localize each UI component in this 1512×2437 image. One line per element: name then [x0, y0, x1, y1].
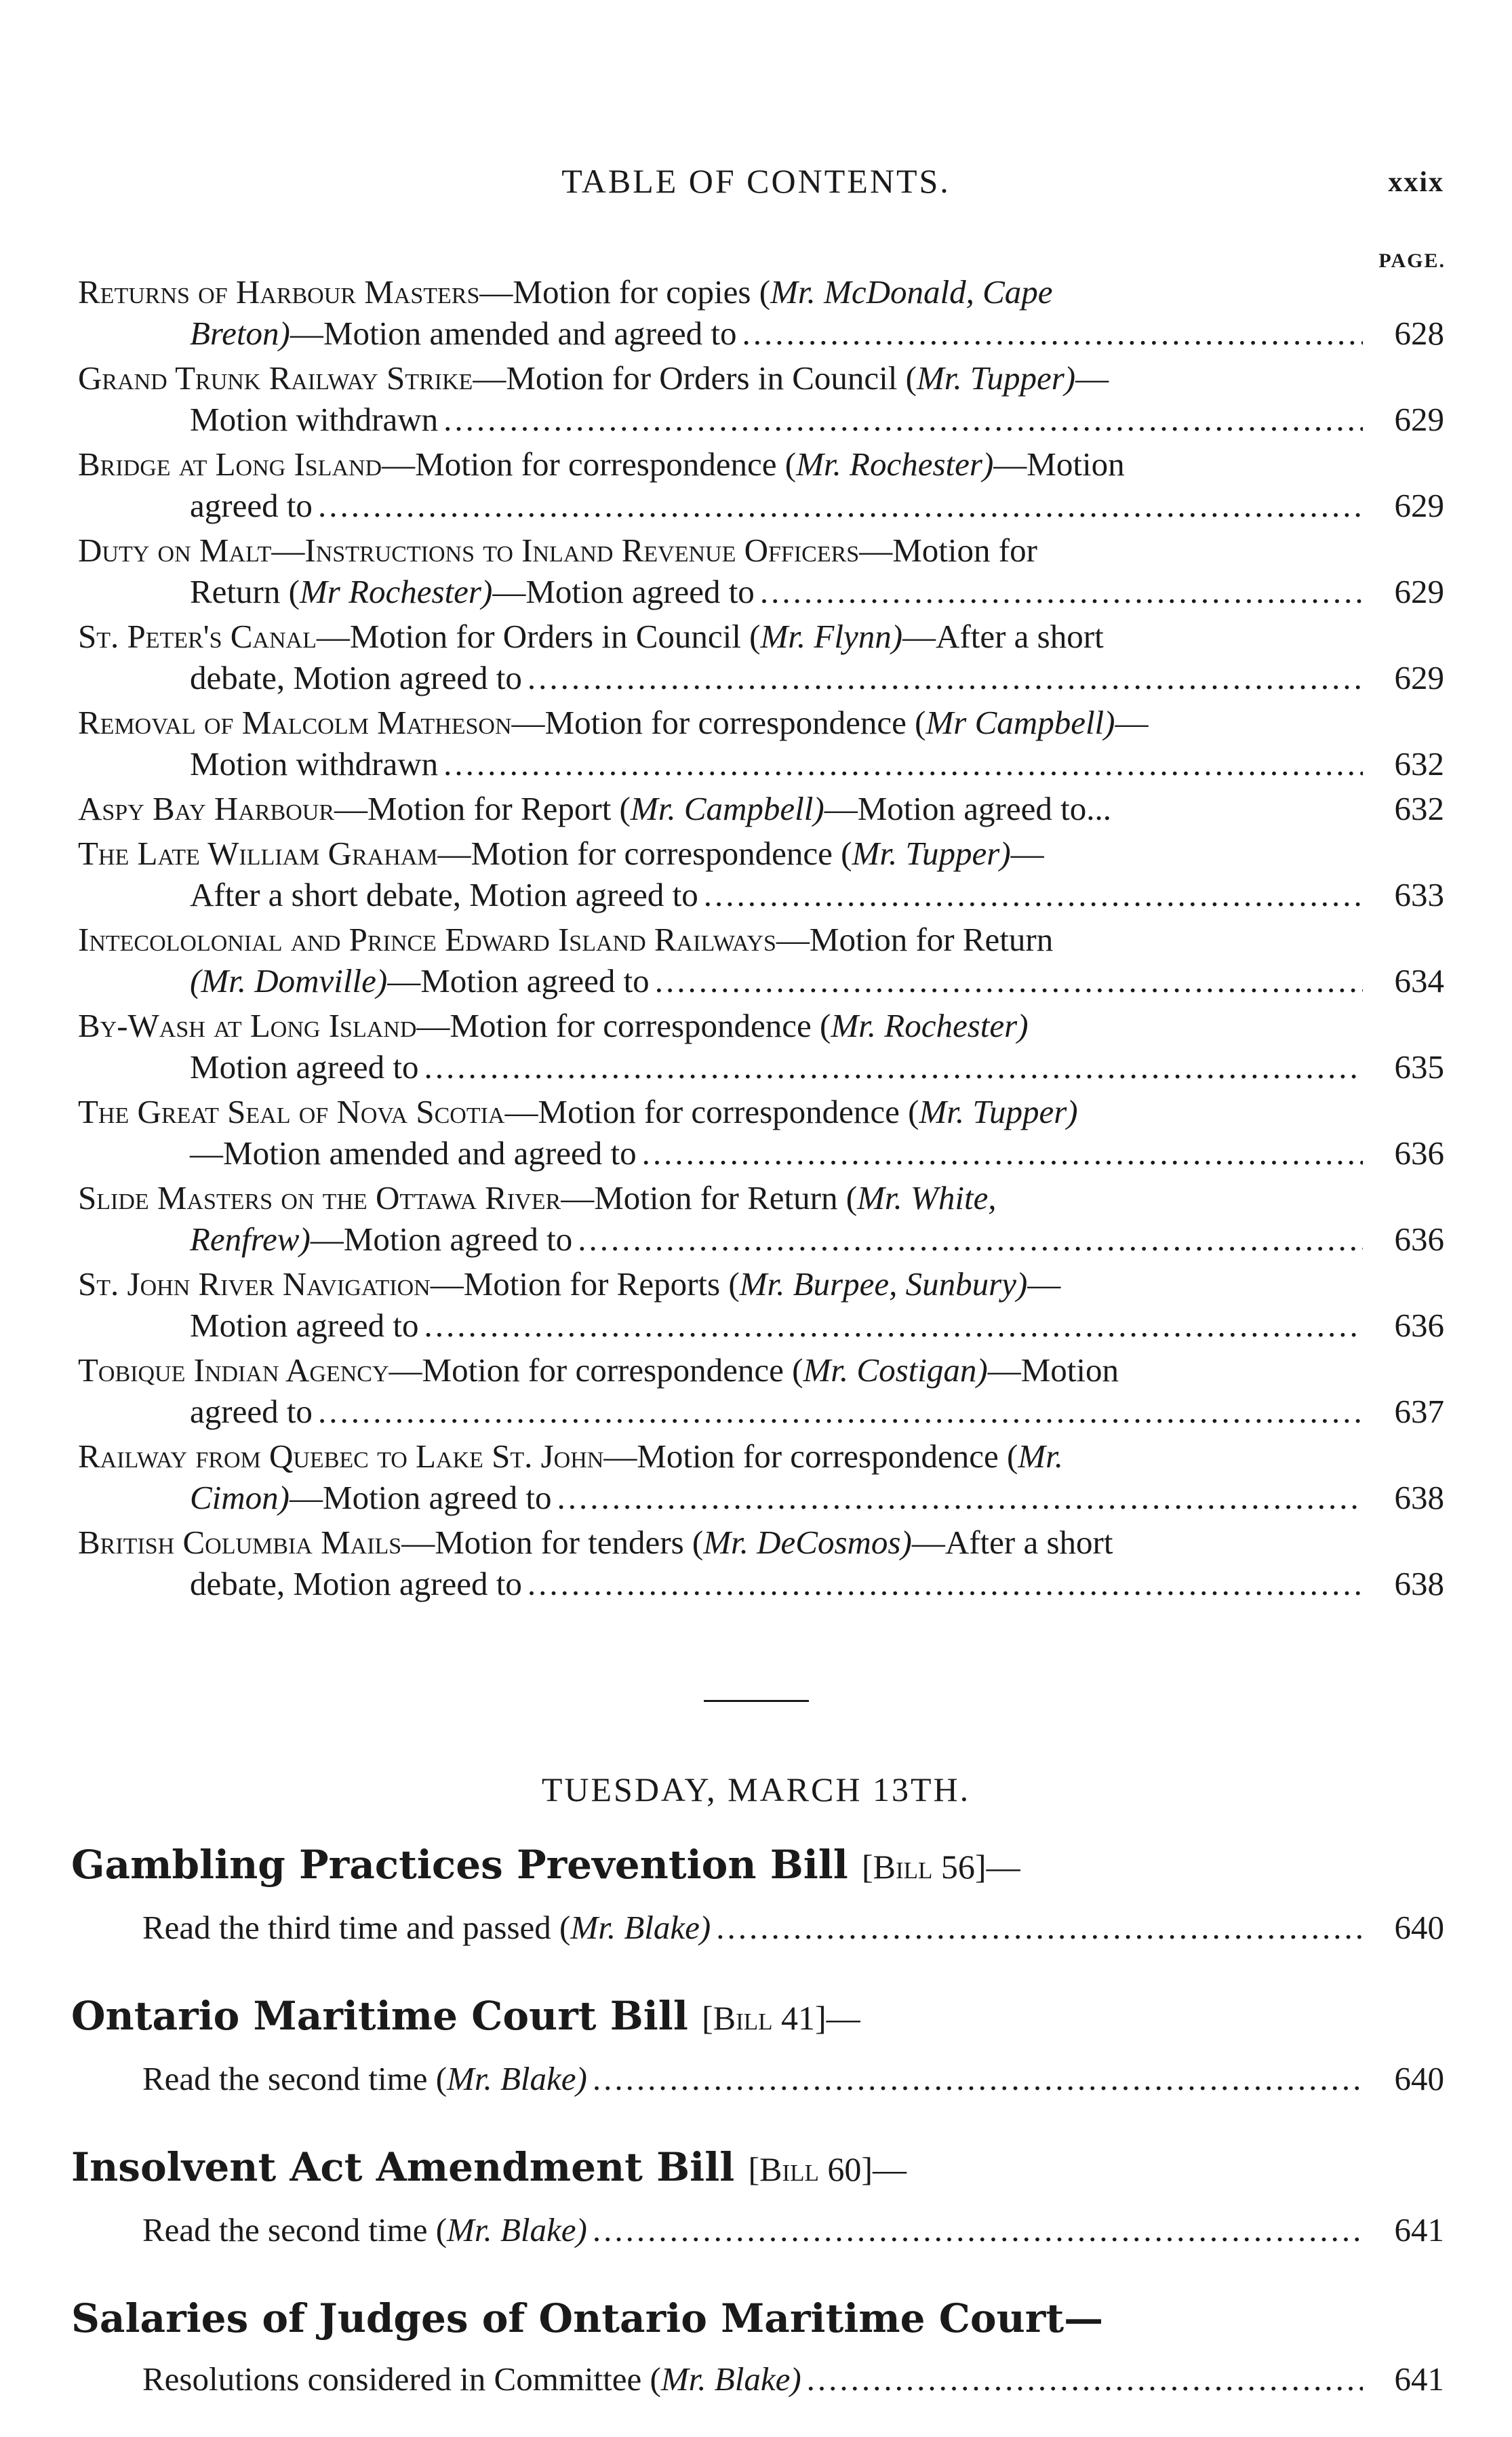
leader-dots — [522, 657, 1363, 698]
entry-page: 640 — [1394, 2060, 1444, 2097]
entry-title: Duty on Malt—Instructions to Inland Revenue Officers — [78, 532, 860, 569]
contents-list — [78, 271, 1444, 1608]
bill-title: Gambling Practices Prevention Bill — [71, 1842, 848, 1888]
leader-dots — [755, 571, 1363, 612]
entry-page: 632 — [1394, 745, 1444, 782]
list-item: By-Wash at Long Island—Motion for correspondence (Mr. Rochester) Motion agreed to ..... 635 — [78, 1005, 1444, 1088]
leader-dots — [711, 1897, 1363, 1958]
leader-dots — [587, 2048, 1363, 2109]
leader-dots — [736, 313, 1363, 354]
entry-title: St. John River Navigation — [78, 1265, 431, 1303]
bill-title: Ontario Maritime Court Bill — [71, 1993, 688, 2039]
list-item: The Late William Graham—Motion for correspondence (Mr. Tupper)— After a short debate, Motion agreed to ..... 633 — [78, 833, 1444, 915]
entry-title: Returns of Harbour Masters — [78, 273, 480, 311]
leader-dots — [698, 874, 1363, 915]
entry-title: The Great Seal of Nova Scotia — [78, 1093, 505, 1130]
entry-page: 629 — [1394, 659, 1444, 696]
leader-dots — [522, 1563, 1363, 1604]
list-item: Bridge at Long Island—Motion for correspondence (Mr. Rochester)—Motion agreed to ..... 629 — [78, 443, 1444, 526]
leader-dots — [418, 1305, 1363, 1346]
list-item: The Great Seal of Nova Scotia—Motion for correspondence (Mr. Tupper) —Motion amended and agreed to ..... 636 — [78, 1091, 1444, 1174]
entry-page: 641 — [1394, 2211, 1444, 2248]
leader-dots — [418, 1046, 1363, 1088]
entry-page: 636 — [1394, 1307, 1444, 1344]
list-item: Slide Masters on the Ottawa River—Motion for Return (Mr. White, Renfrew)—Motion agreed to ..... 636 — [78, 1177, 1444, 1260]
entry-page: 636 — [1394, 1221, 1444, 1258]
section-divider — [704, 1700, 809, 1702]
list-item: Tobique Indian Agency—Motion for correspondence (Mr. Costigan)—Motion agreed to ..... 637 — [78, 1349, 1444, 1432]
entry-page: 632 — [1394, 790, 1444, 827]
entry-title: By-Wash at Long Island — [78, 1007, 417, 1044]
leader-dots — [587, 2200, 1363, 2261]
entry-page: 640 — [1394, 1909, 1444, 1946]
bill-number: [Bill 56]— — [862, 1848, 1020, 1886]
entry-title: The Late William Graham — [78, 835, 438, 872]
entry-page: 635 — [1394, 1048, 1444, 1086]
entry-title: Removal of Malcolm Matheson — [78, 704, 512, 741]
leader-dots — [438, 743, 1363, 785]
bill-entry: Insolvent Act Amendment Bill [Bill 60]— Read the second time (Mr. Blake) ..... 641 — [71, 2137, 1444, 2261]
entry-page: 638 — [1394, 1479, 1444, 1516]
list-item: St. John River Navigation—Motion for Reports (Mr. Burpee, Sunbury)— Motion agreed to ..... 636 — [78, 1263, 1444, 1346]
entry-page: 634 — [1394, 962, 1444, 999]
page-title: TABLE OF CONTENTS. — [561, 162, 951, 200]
list-item: Grand Trunk Railway Strike—Motion for Orders in Council (Mr. Tupper)— Motion withdrawn ..... 629 — [78, 357, 1444, 440]
day-heading: TUESDAY, MARCH 13TH. — [541, 1770, 971, 1808]
leader-dots — [650, 960, 1363, 1002]
leader-dots — [313, 1391, 1363, 1432]
entry-page: 628 — [1394, 315, 1444, 352]
entry-title: British Columbia Mails — [78, 1524, 402, 1561]
leader-dots — [313, 485, 1363, 526]
entry-page: 637 — [1394, 1393, 1444, 1430]
entry-page: 629 — [1394, 573, 1444, 610]
list-item: Duty on Malt—Instructions to Inland Revenue Officers—Motion for Return (Mr Rochester)—Motion agreed to ..... 629 — [78, 530, 1444, 612]
list-item: Removal of Malcolm Matheson—Motion for correspondence (Mr Campbell)— Motion withdrawn ..... 632 — [78, 702, 1444, 785]
entry-title: Bridge at Long Island — [78, 445, 382, 483]
entry-title: Slide Masters on the Ottawa River — [78, 1179, 561, 1216]
entry-title: Tobique Indian Agency — [78, 1351, 389, 1389]
bill-number: [Bill 41]— — [702, 1999, 860, 2037]
entry-page: 633 — [1394, 876, 1444, 913]
bill-entry: Ontario Maritime Court Bill [Bill 41]— Read the second time (Mr. Blake) ..... 640 — [71, 1985, 1444, 2109]
entry-title: St. Peter's Canal — [78, 618, 317, 655]
bill-title: Salaries of Judges of Ontario Maritime Court— — [71, 2295, 1104, 2341]
entry-title: Intecololonial and Prince Edward Island Railways — [78, 921, 776, 958]
bill-title: Insolvent Act Amendment Bill — [71, 2144, 735, 2190]
list-item: Railway from Quebec to Lake St. John—Motion for correspondence (Mr. Cimon)—Motion agreed to ..... 638 — [78, 1435, 1444, 1518]
entry-page: 629 — [1394, 487, 1444, 524]
leader-dots — [637, 1132, 1363, 1174]
entry-page: 636 — [1394, 1134, 1444, 1172]
bill-entry: Salaries of Judges of Ontario Maritime Court— Resolutions considered in Committee (Mr. Blake) ..... 641 — [71, 2288, 1444, 2410]
page-column-label: PAGE. — [1378, 250, 1446, 272]
list-item: St. Peter's Canal—Motion for Orders in Council (Mr. Flynn)—After a short debate, Motion agreed to ..... 629 — [78, 616, 1444, 698]
bills-list — [71, 1834, 1444, 2437]
list-item: British Columbia Mails—Motion for tenders (Mr. DeCosmos)—After a short debate, Motion agreed to ..... 638 — [78, 1522, 1444, 1604]
page-number: xxix — [1388, 167, 1444, 198]
entry-page: 641 — [1394, 2360, 1444, 2398]
entry-title: Aspy Bay Harbour — [78, 790, 335, 827]
entry-page: 629 — [1394, 401, 1444, 438]
list-item: Intecololonial and Prince Edward Island Railways—Motion for Return (Mr. Domville)—Motion agreed to ..... 634 — [78, 919, 1444, 1002]
bill-number: [Bill 60]— — [748, 2150, 907, 2188]
entry-page: 638 — [1394, 1565, 1444, 1602]
leader-dots — [572, 1218, 1363, 1260]
bill-entry: Gambling Practices Prevention Bill [Bill 56]— Read the third time and passed (Mr. Blake) ..... 640 — [71, 1834, 1444, 1958]
leader-dots — [438, 399, 1363, 440]
entry-title: Grand Trunk Railway Strike — [78, 359, 473, 397]
list-item: Returns of Harbour Masters—Motion for copies (Mr. McDonald, Cape Breton)—Motion amended and agreed to ..... 628 — [78, 271, 1444, 354]
list-item: Aspy Bay Harbour—Motion for Report (Mr. Campbell)—Motion agreed to... 632 — [78, 788, 1444, 829]
entry-title: Railway from Quebec to Lake St. John — [78, 1438, 604, 1475]
leader-dots — [551, 1477, 1363, 1518]
leader-dots — [801, 2349, 1363, 2410]
